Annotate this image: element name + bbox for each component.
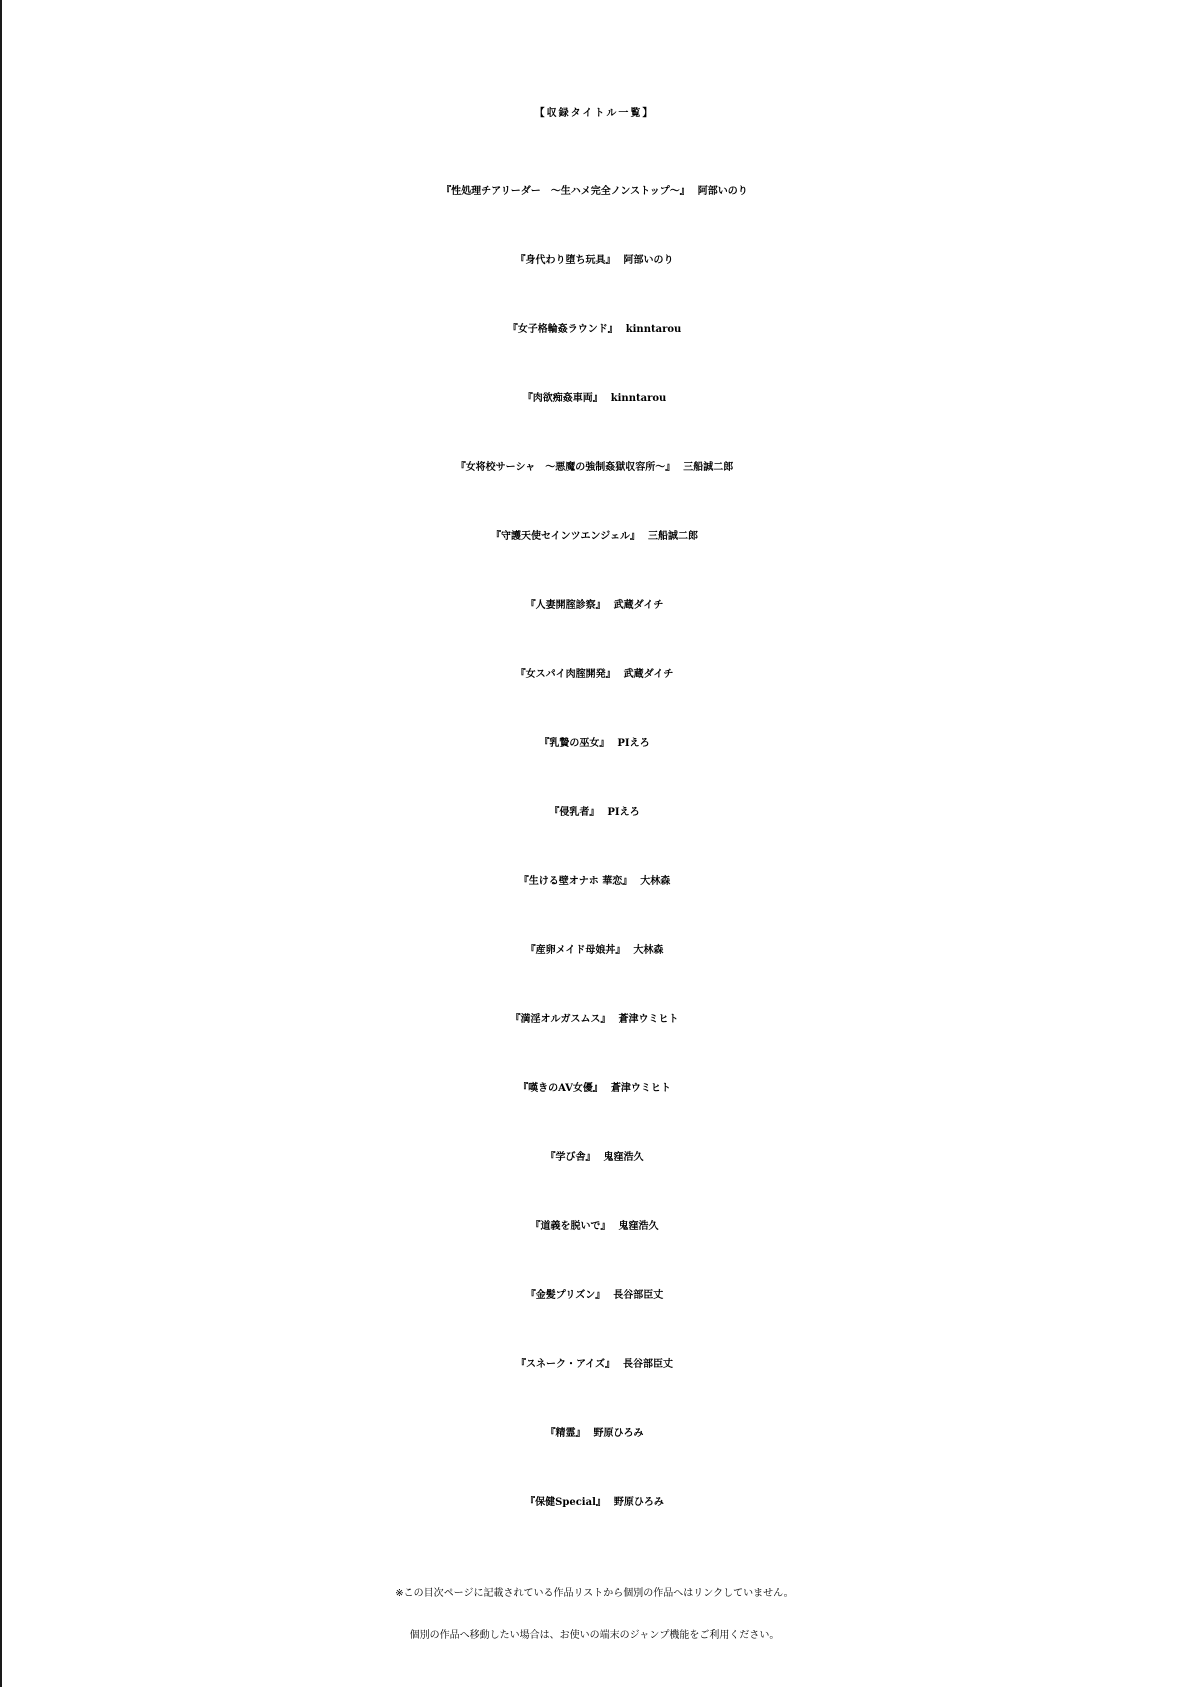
toc-entry-author: 阿部いのり	[623, 255, 674, 266]
toc-entry-title: 『女スパイ肉腟開発』	[515, 669, 616, 680]
toc-entry	[0, 1054, 1189, 1123]
notice-line: 個別の作品へ移動したい場合は、お使いの端末のジャンプ機能をご利用ください。	[409, 1630, 780, 1641]
toc-entry-title: 『守護天使セインツエンジェル』	[490, 531, 641, 542]
toc-entry	[0, 1468, 1189, 1537]
link-notice	[0, 1573, 1189, 1657]
toc-entry	[0, 226, 1189, 295]
toc-entry-title: 『身代わり堕ち玩具』	[515, 255, 616, 266]
toc-entry-author: 蒼津ウミヒト	[618, 1014, 679, 1025]
toc-entry-author: 武蔵ダイチ	[623, 669, 674, 680]
toc-entry-title: 『精霊』	[545, 1428, 586, 1439]
page-title: 【収録タイトル一覧】	[534, 107, 655, 119]
toc-entry	[0, 847, 1189, 916]
toc-entry	[0, 778, 1189, 847]
toc-entry-author: kinntarou	[625, 324, 682, 335]
toc-entry-author: PIえろ	[607, 807, 640, 818]
toc-entry-author: PIえろ	[617, 738, 650, 749]
toc-entry-author: 大林森	[640, 876, 671, 887]
toc-entry-title: 『保健Special』	[525, 1497, 606, 1508]
toc-entry-author: 長谷部臣丈	[623, 1359, 673, 1370]
toc-entry-title: 『道義を脱いで』	[530, 1221, 611, 1232]
toc-entry	[0, 1399, 1189, 1468]
toc-entry-title: 『女子格輪姦ラウンド』	[507, 324, 618, 335]
toc-entry-author: 野原ひろみ	[593, 1428, 644, 1439]
toc-entry	[0, 295, 1189, 364]
toc-entry-author: kinntarou	[610, 393, 667, 404]
toc-entry	[0, 1261, 1189, 1330]
toc-entry-title: 『金髪プリズン』	[525, 1290, 606, 1301]
toc-entry-title: 『人妻開腟診察』	[525, 600, 606, 611]
toc-entry-title: 『侵乳者』	[549, 807, 600, 818]
toc-entry	[0, 1123, 1189, 1192]
toc-entry	[0, 364, 1189, 433]
toc-entry-author: 大林森	[633, 945, 664, 956]
toc-entry-author: 武蔵ダイチ	[613, 600, 664, 611]
toc-list	[0, 157, 1189, 1537]
toc-entry	[0, 433, 1189, 502]
toc-entry-title: 『性処理チアリーダー ～生ハメ完全ノンストップ～』	[441, 186, 690, 197]
toc-entry-title: 『女将校サーシャ ～悪魔の強制姦獄収容所～』	[455, 462, 676, 473]
toc-entry	[0, 1192, 1189, 1261]
toc-entry	[0, 916, 1189, 985]
toc-entry	[0, 985, 1189, 1054]
toc-entry-author: 三船誠二郎	[648, 531, 699, 542]
toc-entry	[0, 640, 1189, 709]
notice-line: ※この目次ページに記載されている作品リストから個別の作品へはリンクしていません。	[395, 1588, 794, 1599]
toc-entry-author: 野原ひろみ	[613, 1497, 664, 1508]
toc-entry	[0, 157, 1189, 226]
toc-entry-title: 『スネーク・アイズ』	[516, 1359, 615, 1370]
toc-entry-author: 阿部いのり	[697, 186, 748, 197]
toc-entry-title: 『肉欲痴姦車両』	[522, 393, 603, 404]
toc-entry-title: 『乳贄の巫女』	[539, 738, 610, 749]
toc-entry-author: 三船誠二郎	[683, 462, 734, 473]
toc-entry	[0, 709, 1189, 778]
toc-entry-author: 鬼窪浩久	[618, 1221, 659, 1232]
toc-entry-title: 『学び舎』	[545, 1152, 596, 1163]
toc-entry	[0, 502, 1189, 571]
toc-entry-author: 蒼津ウミヒト	[610, 1083, 671, 1094]
toc-entry	[0, 1330, 1189, 1399]
toc-entry	[0, 571, 1189, 640]
toc-entry-author: 鬼窪浩久	[603, 1152, 644, 1163]
toc-entry-title: 『産卵メイド母娘丼』	[525, 945, 626, 956]
toc-entry-title: 『満淫オルガスムス』	[510, 1014, 611, 1025]
toc-entry-title: 『生ける壁オナホ 華恋』	[518, 876, 633, 887]
toc-entry-author: 長谷部臣丈	[613, 1290, 664, 1301]
toc-entry-title: 『嘆きのAV女優』	[518, 1083, 603, 1094]
